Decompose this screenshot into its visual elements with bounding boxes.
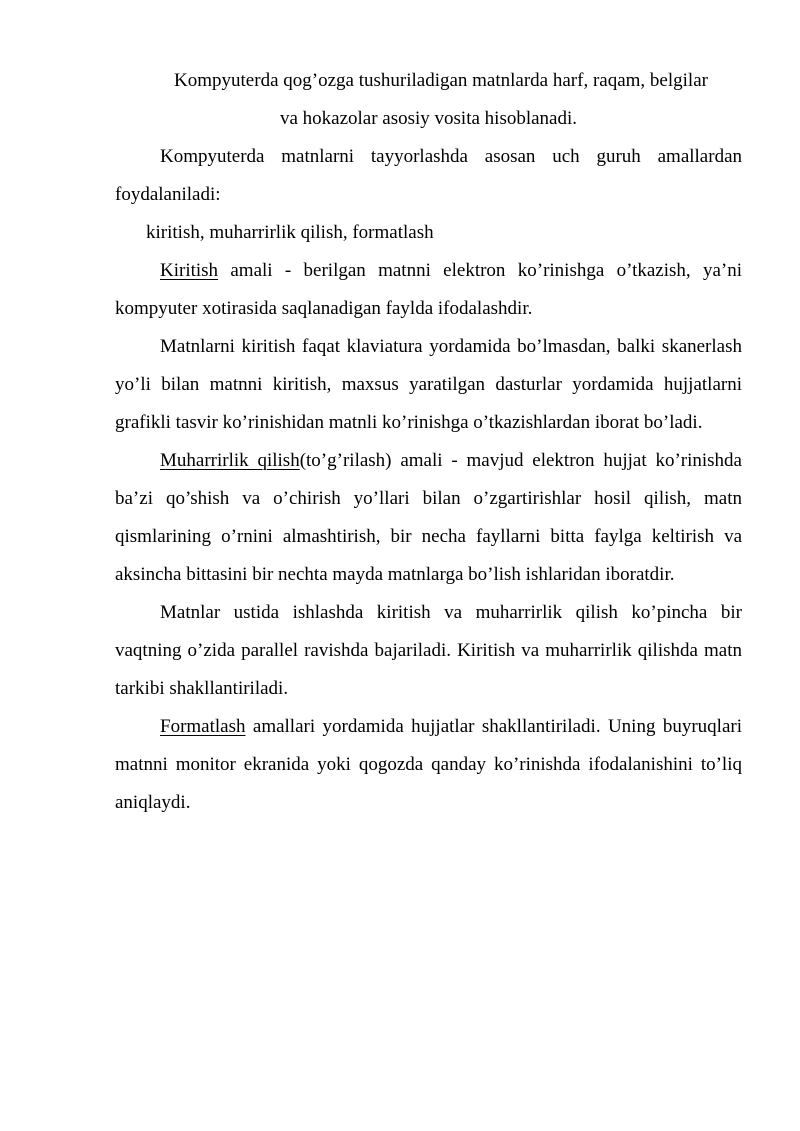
intro-line-1: Kompyuterda qog’ozga tushuriladigan matnlarda harf, raqam, belgilar bbox=[174, 70, 708, 91]
formatlash-definition: amallari yordamida hujjatlar shakllantiriladi. Uning buyruqlari matnni monitor ekranida yoki qogozda qanday ko’rinishda ifodalanishini to’liq aniqlaydi. bbox=[115, 716, 742, 813]
formatlash-term: Formatlash bbox=[160, 716, 246, 737]
document-page bbox=[115, 62, 742, 822]
parallel-paragraph: Matnlar ustida ishlashda kiritish va muharrirlik qilish ko’pincha bir vaqtning o’zida parallel ravishda bajariladi. Kiritish va muharrirlik qilishda matn tarkibi shakllantiriladi. bbox=[115, 602, 742, 699]
operations-list: kiritish, muharrirlik qilish, formatlash bbox=[146, 222, 434, 243]
kiritish-term: Kiritish bbox=[160, 260, 219, 281]
kiritish-definition: amali - berilgan matnni elektron ko’rinishga o’tkazish, ya’ni kompyuter xotirasida saqlanadigan faylda ifodalashdir. bbox=[115, 260, 742, 319]
muharrirlik-definition: (to’g’rilash) amali - mavjud elektron hujjat ko’rinishda ba’zi qo’shish va o’chirish yo’llari bilan o’zgartirishlar hosil qilish, matn qismlarining o’rnini almashtirish, bir necha fayllarni bitta faylga keltirish va aksincha bittasini bir nechta mayda matnlarga bo’lish ishlaridan iboratdir. bbox=[115, 450, 742, 585]
muharrirlik-term: Muharrirlik qilish bbox=[160, 450, 300, 471]
formatlash-paragraph bbox=[115, 708, 742, 822]
intro-line-2: va hokazolar asosiy vosita hisoblanadi. bbox=[279, 108, 578, 129]
kiritish-paragraph bbox=[115, 252, 742, 328]
kiritish-detail-paragraph: Matnlarni kiritish faqat klaviatura yordamida bo’lmasdan, balki skanerlash yo’li bilan matnni kiritish, maxsus yaratilgan dasturlar yordamida hujjatlarni grafikli tasvir ko’rinishidan matnli ko’rinishga o’tkazishlardan iborat bo’ladi. bbox=[115, 336, 742, 433]
groups-paragraph: Kompyuterda matnlarni tayyorlashda asosan uch guruh amallardan foydalaniladi: bbox=[115, 146, 742, 205]
muharrirlik-paragraph bbox=[115, 442, 742, 594]
